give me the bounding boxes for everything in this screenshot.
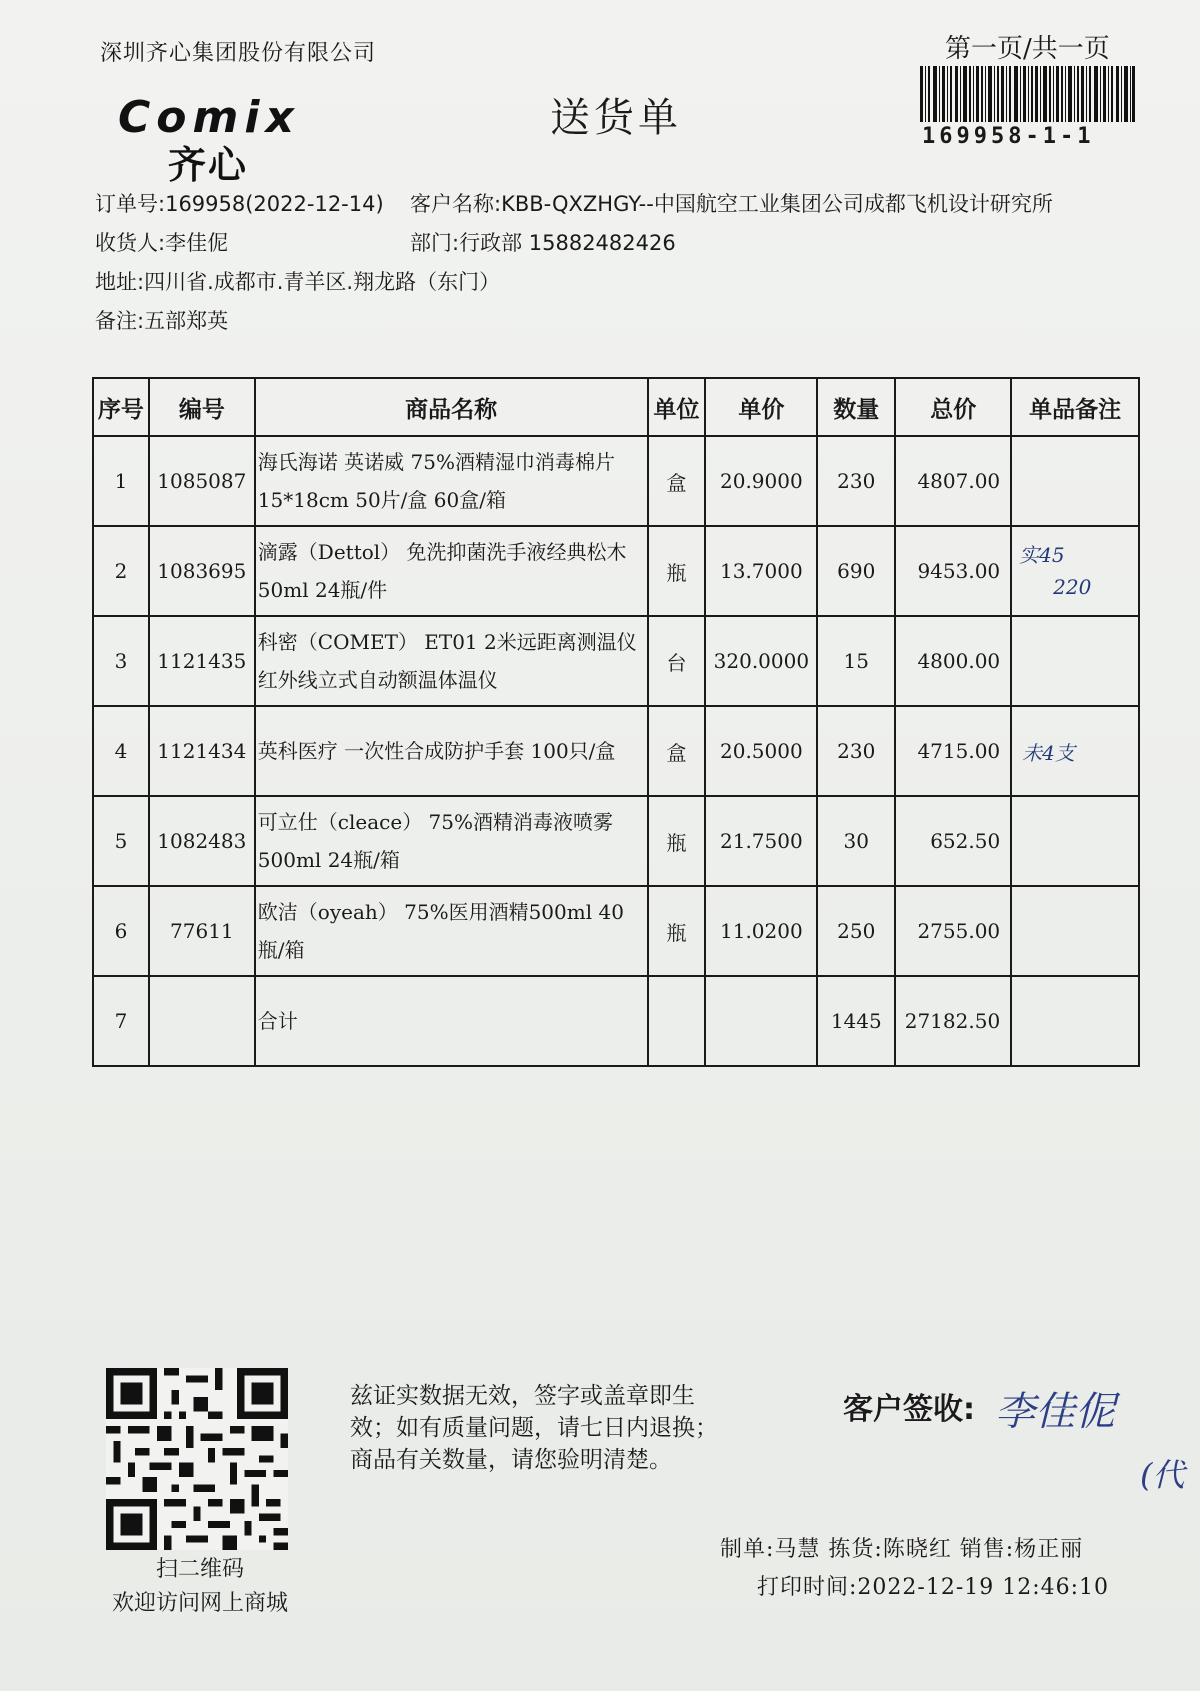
qr-caption <box>90 1553 310 1621</box>
row-total: 652.50 <box>895 796 1011 886</box>
address-value: 四川省.成都市.青羊区.翔龙路（东门） <box>144 270 501 294</box>
row-unit-price: 11.0200 <box>705 886 817 976</box>
handwritten-signature: 李佳伲 <box>995 1389 1115 1435</box>
row-unit-price: 20.5000 <box>705 706 817 796</box>
row-quantity: 15 <box>817 616 895 706</box>
order-number-field <box>95 188 384 218</box>
comix-logo <box>118 92 358 187</box>
customer-signature-label: 客户签收: <box>843 1392 975 1427</box>
row-unit: 瓶 <box>648 526 706 616</box>
row-index: 1 <box>93 436 149 526</box>
department-field <box>410 227 676 257</box>
row-note <box>1011 436 1139 526</box>
handwritten-note-line2: 220 <box>1053 575 1092 599</box>
row-unit: 盒 <box>648 706 706 796</box>
row-note <box>1011 886 1139 976</box>
department-value: 行政部 15882482426 <box>459 231 676 255</box>
table-row <box>93 796 1139 886</box>
row-index: 5 <box>93 796 149 886</box>
notice-line2: 效；如有质量问题，请七日内退换； <box>350 1415 718 1441</box>
row-unit-price <box>705 976 817 1066</box>
row-total: 2755.00 <box>895 886 1011 976</box>
row-total: 4715.00 <box>895 706 1011 796</box>
qr-code-image <box>106 1368 288 1550</box>
address-field <box>95 266 500 296</box>
remark-field <box>95 305 228 335</box>
table-row <box>93 436 1139 526</box>
receiver-value: 李佳伲 <box>165 231 229 255</box>
header-unit-price: 单价 <box>705 378 817 436</box>
customer-name-field <box>410 188 1053 218</box>
row-quantity: 250 <box>817 886 895 976</box>
barcode-number: 169958-1-1 <box>922 124 1095 149</box>
row-total: 9453.00 <box>895 526 1011 616</box>
row-note <box>1011 976 1139 1066</box>
row-quantity: 230 <box>817 706 895 796</box>
row-quantity: 30 <box>817 796 895 886</box>
header-product-name: 商品名称 <box>255 378 648 436</box>
row-note <box>1011 796 1139 886</box>
table-row <box>93 886 1139 976</box>
total-quantity: 1445 <box>817 976 895 1066</box>
row-index: 2 <box>93 526 149 616</box>
header-item-note: 单品备注 <box>1011 378 1139 436</box>
header-index: 序号 <box>93 378 149 436</box>
address-label: 地址: <box>95 270 145 294</box>
receiver-label: 收货人: <box>95 231 166 255</box>
total-label: 合计 <box>255 976 648 1066</box>
header-quantity: 数量 <box>817 378 895 436</box>
row-unit: 瓶 <box>648 886 706 976</box>
row-product-name: 可立仕（cleace） 75%酒精消毒液喷雾 500ml 24瓶/箱 <box>255 796 648 886</box>
row-product-name: 欧洁（oyeah） 75%医用酒精500ml 40瓶/箱 <box>255 886 648 976</box>
qr-caption-line1: 扫二维码 <box>155 1557 244 1582</box>
row-code: 1085087 <box>149 436 255 526</box>
row-code: 77611 <box>149 886 255 976</box>
barcode-image <box>920 66 1135 122</box>
handwritten-signature-note: (代 <box>1140 1456 1185 1494</box>
row-code: 1083695 <box>149 526 255 616</box>
row-unit: 瓶 <box>648 796 706 886</box>
row-unit: 盒 <box>648 436 706 526</box>
document-title: 送货单 <box>550 95 682 141</box>
header-total: 总价 <box>895 378 1011 436</box>
row-product-name: 科密（COMET） ET01 2米远距离测温仪红外线立式自动额温体温仪 <box>255 616 648 706</box>
row-unit-price: 320.0000 <box>705 616 817 706</box>
row-quantity: 230 <box>817 436 895 526</box>
items-table <box>92 377 1140 1067</box>
row-code: 1121434 <box>149 706 255 796</box>
header-code: 编号 <box>149 378 255 436</box>
remark-value: 五部郑英 <box>144 309 229 333</box>
page-number: 第一页/共一页 <box>945 34 1110 64</box>
row-note <box>1011 616 1139 706</box>
row-total: 4800.00 <box>895 616 1011 706</box>
header-unit: 单位 <box>648 378 706 436</box>
row-product-name: 滴露（Dettol） 免洗抑菌洗手液经典松木 50ml 24瓶/件 <box>255 526 648 616</box>
grand-total: 27182.50 <box>895 976 1011 1066</box>
logo-chinese: 齐心 <box>168 143 249 187</box>
notice-line3: 商品有关数量，请您验明清楚。 <box>350 1447 672 1473</box>
row-code: 1121435 <box>149 616 255 706</box>
table-row <box>93 616 1139 706</box>
handwritten-note: 实45 <box>1019 543 1065 567</box>
qr-caption-line2: 欢迎访问网上商城 <box>111 1591 288 1616</box>
row-index: 7 <box>93 976 149 1066</box>
table-row <box>93 526 1139 616</box>
receiver-field <box>95 227 228 257</box>
row-product-name: 英科医疗 一次性合成防护手套 100只/盒 <box>255 706 648 796</box>
table-total-row <box>93 976 1139 1066</box>
table-row <box>93 706 1139 796</box>
print-time: 打印时间:2022-12-19 12:46:10 <box>757 1575 1110 1600</box>
notice-text <box>350 1380 718 1476</box>
row-code: 1082483 <box>149 796 255 886</box>
row-quantity: 690 <box>817 526 895 616</box>
staff-line: 制单:马慧 拣货:陈晓红 销售:杨正丽 <box>720 1537 1084 1562</box>
logo-english: Comix <box>118 92 300 143</box>
notice-line1: 兹证实数据无效，签字或盖章即生 <box>350 1383 695 1409</box>
row-index: 3 <box>93 616 149 706</box>
row-product-name: 海氏海诺 英诺威 75%酒精湿巾消毒棉片 15*18cm 50片/盒 60盒/箱 <box>255 436 648 526</box>
customer-name-label: 客户名称: <box>410 192 502 216</box>
department-label: 部门: <box>410 231 460 255</box>
row-total: 4807.00 <box>895 436 1011 526</box>
table-header-row <box>93 378 1139 436</box>
row-code <box>149 976 255 1066</box>
row-unit-price: 13.7000 <box>705 526 817 616</box>
row-unit-price: 21.7500 <box>705 796 817 886</box>
order-number-value: 169958(2022-12-14) <box>165 192 384 216</box>
row-index: 6 <box>93 886 149 976</box>
row-unit: 台 <box>648 616 706 706</box>
row-note <box>1011 526 1139 616</box>
handwritten-note: 未4支 <box>1022 740 1075 765</box>
row-unit <box>648 976 706 1066</box>
row-unit-price: 20.9000 <box>705 436 817 526</box>
customer-name-value: KBB-QXZHGY--中国航空工业集团公司成都飞机设计研究所 <box>501 192 1053 216</box>
company-name: 深圳齐心集团股份有限公司 <box>100 41 377 66</box>
remark-label: 备注: <box>95 309 145 333</box>
row-note <box>1011 706 1139 796</box>
row-index: 4 <box>93 706 149 796</box>
order-number-label: 订单号: <box>95 192 166 216</box>
